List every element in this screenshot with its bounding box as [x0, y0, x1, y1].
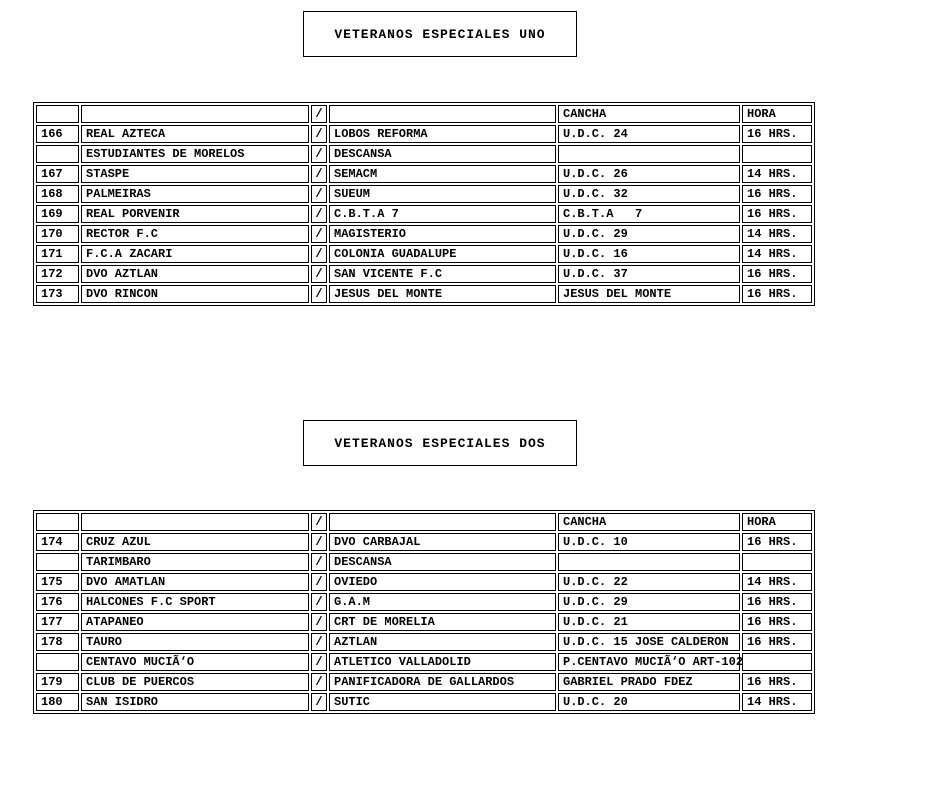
match-row [36, 693, 812, 711]
header-away-team-cell [329, 513, 556, 531]
away-team-cell: ATLETICO VALLADOLID [329, 653, 556, 671]
separator-cell: / [311, 593, 327, 611]
match-number-cell: 174 [36, 533, 79, 551]
home-team-cell: CLUB DE PUERCOS [81, 673, 309, 691]
header-hora-cell: HORA [742, 105, 812, 123]
home-team-cell: HALCONES F.C SPORT [81, 593, 309, 611]
separator-cell: / [311, 225, 327, 243]
home-team-cell: SAN ISIDRO [81, 693, 309, 711]
separator-cell: / [311, 165, 327, 183]
away-team-cell: SUTIC [329, 693, 556, 711]
match-number-cell: 166 [36, 125, 79, 143]
header-cancha-cell: CANCHA [558, 513, 740, 531]
cancha-cell: U.D.C. 37 [558, 265, 740, 283]
away-team-cell: DESCANSA [329, 553, 556, 571]
hora-cell [742, 653, 812, 671]
away-team-cell: SAN VICENTE F.C [329, 265, 556, 283]
hora-cell: 16 HRS. [742, 533, 812, 551]
hora-cell: 14 HRS. [742, 573, 812, 591]
away-team-cell: MAGISTERIO [329, 225, 556, 243]
hora-cell [742, 145, 812, 163]
separator-cell: / [311, 613, 327, 631]
cancha-cell: U.D.C. 32 [558, 185, 740, 203]
cancha-cell: U.D.C. 10 [558, 533, 740, 551]
away-team-cell: PANIFICADORA DE GALLARDOS [329, 673, 556, 691]
header-home-team-cell [81, 513, 309, 531]
cancha-cell: U.D.C. 16 [558, 245, 740, 263]
match-row [36, 613, 812, 631]
header-separator-cell: / [311, 105, 327, 123]
match-number-cell: 173 [36, 285, 79, 303]
cancha-cell: U.D.C. 21 [558, 613, 740, 631]
away-team-cell: SUEUM [329, 185, 556, 203]
separator-cell: / [311, 693, 327, 711]
hora-cell: 16 HRS. [742, 125, 812, 143]
separator-cell: / [311, 573, 327, 591]
away-team-cell: C.B.T.A 7 [329, 205, 556, 223]
cancha-cell: JESUS DEL MONTE [558, 285, 740, 303]
match-row [36, 185, 812, 203]
hora-cell: 16 HRS. [742, 593, 812, 611]
cancha-cell: GABRIEL PRADO FDEZ [558, 673, 740, 691]
match-number-cell: 180 [36, 693, 79, 711]
away-team-cell: AZTLAN [329, 633, 556, 651]
separator-cell: / [311, 205, 327, 223]
header-number-cell [36, 105, 79, 123]
match-number-cell: 170 [36, 225, 79, 243]
cancha-cell: U.D.C. 24 [558, 125, 740, 143]
hora-cell: 16 HRS. [742, 285, 812, 303]
match-number-cell: 178 [36, 633, 79, 651]
hora-cell: 14 HRS. [742, 225, 812, 243]
cancha-cell: C.B.T.A 7 [558, 205, 740, 223]
header-separator-cell: / [311, 513, 327, 531]
match-row [36, 145, 812, 163]
match-row [36, 573, 812, 591]
home-team-cell: STASPE [81, 165, 309, 183]
match-row [36, 285, 812, 303]
match-row [36, 593, 812, 611]
away-team-cell: COLONIA GUADALUPE [329, 245, 556, 263]
separator-cell: / [311, 185, 327, 203]
cancha-cell [558, 553, 740, 571]
header-number-cell [36, 513, 79, 531]
home-team-cell: CRUZ AZUL [81, 533, 309, 551]
home-team-cell: ATAPANEO [81, 613, 309, 631]
match-row [36, 633, 812, 651]
away-team-cell: OVIEDO [329, 573, 556, 591]
hora-cell: 14 HRS. [742, 245, 812, 263]
match-row [36, 653, 812, 671]
hora-cell: 14 HRS. [742, 693, 812, 711]
away-team-cell: DVO CARBAJAL [329, 533, 556, 551]
separator-cell: / [311, 633, 327, 651]
hora-cell: 16 HRS. [742, 673, 812, 691]
home-team-cell: DVO AZTLAN [81, 265, 309, 283]
header-row [36, 105, 812, 123]
match-number-cell: 172 [36, 265, 79, 283]
match-number-cell: 169 [36, 205, 79, 223]
home-team-cell: REAL AZTECA [81, 125, 309, 143]
hora-cell: 16 HRS. [742, 265, 812, 283]
hora-cell [742, 553, 812, 571]
match-number-cell: 171 [36, 245, 79, 263]
match-row [36, 533, 812, 551]
header-away-team-cell [329, 105, 556, 123]
home-team-cell: PALMEIRAS [81, 185, 309, 203]
section-title-box-uno [303, 11, 577, 57]
cancha-cell: U.D.C. 20 [558, 693, 740, 711]
schedule-table-dos [33, 510, 815, 714]
match-number-cell [36, 145, 79, 163]
cancha-cell: U.D.C. 26 [558, 165, 740, 183]
separator-cell: / [311, 145, 327, 163]
match-row [36, 245, 812, 263]
hora-cell: 16 HRS. [742, 613, 812, 631]
match-row [36, 125, 812, 143]
away-team-cell: LOBOS REFORMA [329, 125, 556, 143]
match-row [36, 265, 812, 283]
header-hora-cell: HORA [742, 513, 812, 531]
home-team-cell: TARIMBARO [81, 553, 309, 571]
header-row [36, 513, 812, 531]
header-cancha-cell: CANCHA [558, 105, 740, 123]
schedule-table-uno [33, 102, 815, 306]
hora-cell: 16 HRS. [742, 185, 812, 203]
match-number-cell [36, 553, 79, 571]
away-team-cell: JESUS DEL MONTE [329, 285, 556, 303]
section-title-uno: VETERANOS ESPECIALES UNO [334, 26, 546, 42]
separator-cell: / [311, 533, 327, 551]
home-team-cell: DVO RINCON [81, 285, 309, 303]
match-row [36, 205, 812, 223]
separator-cell: / [311, 653, 327, 671]
match-row [36, 673, 812, 691]
home-team-cell: ESTUDIANTES DE MORELOS [81, 145, 309, 163]
home-team-cell: F.C.A ZACARI [81, 245, 309, 263]
hora-cell: 14 HRS. [742, 165, 812, 183]
cancha-cell: U.D.C. 29 [558, 593, 740, 611]
away-team-cell: DESCANSA [329, 145, 556, 163]
cancha-cell [558, 145, 740, 163]
header-home-team-cell [81, 105, 309, 123]
away-team-cell: G.A.M [329, 593, 556, 611]
separator-cell: / [311, 125, 327, 143]
away-team-cell: SEMACM [329, 165, 556, 183]
home-team-cell: REAL PORVENIR [81, 205, 309, 223]
home-team-cell: DVO AMATLAN [81, 573, 309, 591]
separator-cell: / [311, 245, 327, 263]
match-number-cell: 176 [36, 593, 79, 611]
match-number-cell [36, 653, 79, 671]
match-row [36, 165, 812, 183]
match-row [36, 225, 812, 243]
cancha-cell: U.D.C. 15 JOSE CALDERON [558, 633, 740, 651]
hora-cell: 16 HRS. [742, 633, 812, 651]
cancha-cell: U.D.C. 29 [558, 225, 740, 243]
home-team-cell: TAURO [81, 633, 309, 651]
home-team-cell: RECTOR F.C [81, 225, 309, 243]
away-team-cell: CRT DE MORELIA [329, 613, 556, 631]
match-number-cell: 177 [36, 613, 79, 631]
separator-cell: / [311, 285, 327, 303]
match-number-cell: 179 [36, 673, 79, 691]
separator-cell: / [311, 553, 327, 571]
section-title-box-dos [303, 420, 577, 466]
match-number-cell: 168 [36, 185, 79, 203]
match-row [36, 553, 812, 571]
separator-cell: / [311, 265, 327, 283]
section-title-dos: VETERANOS ESPECIALES DOS [334, 435, 546, 451]
separator-cell: / [311, 673, 327, 691]
hora-cell: 16 HRS. [742, 205, 812, 223]
cancha-cell: P.CENTAVO MUCIÃ‘O ART-102 [558, 653, 740, 671]
match-number-cell: 175 [36, 573, 79, 591]
cancha-cell: U.D.C. 22 [558, 573, 740, 591]
home-team-cell: CENTAVO MUCIÃ‘O [81, 653, 309, 671]
match-number-cell: 167 [36, 165, 79, 183]
